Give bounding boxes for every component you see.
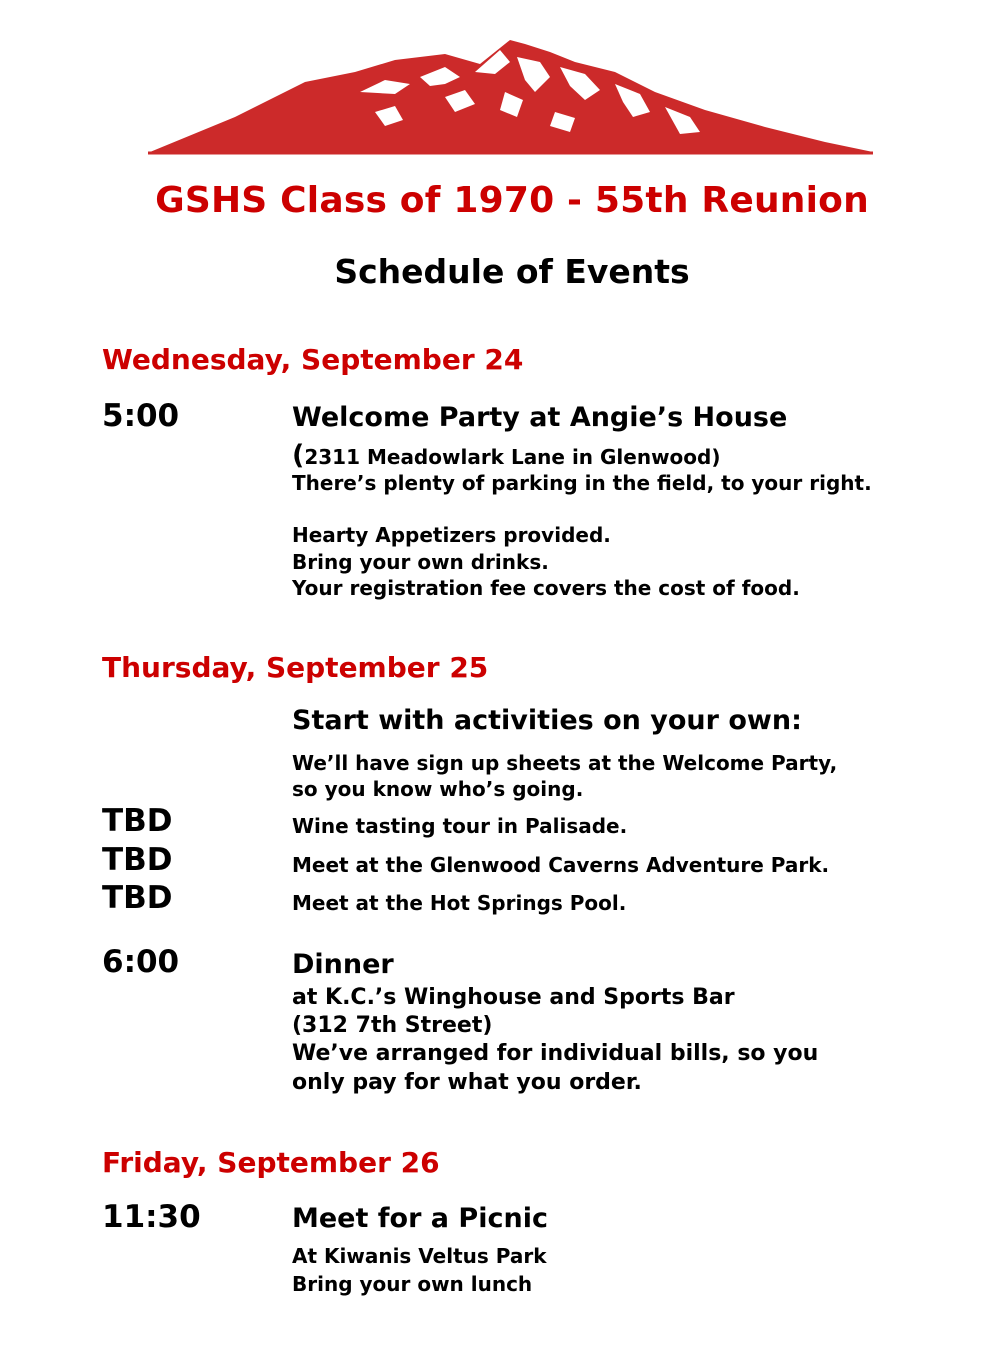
event-title: Meet for a Picnic (292, 1203, 548, 1234)
day-heading-wednesday: Wednesday, September 24 (102, 343, 524, 376)
event-detail: At Kiwanis Veltus Park (292, 1244, 547, 1268)
event-detail: only pay for what you order. (292, 1070, 642, 1095)
event-detail: Bring your own drinks. (292, 550, 549, 574)
event-detail: Hearty Appetizers provided. (292, 523, 611, 547)
event-time: 11:30 (102, 1199, 201, 1235)
page-subtitle: Schedule of Events (334, 252, 690, 291)
event-title: Dinner (292, 949, 394, 980)
page-title: GSHS Class of 1970 - 55th Reunion (155, 180, 869, 221)
address-paren: ( (292, 440, 305, 471)
event-detail: so you know who’s going. (292, 777, 584, 801)
event-time: 5:00 (102, 398, 180, 434)
event-detail: Wine tasting tour in Palisade. (292, 814, 628, 838)
event-time: 6:00 (102, 944, 180, 980)
event-detail: Your registration fee covers the cost of food. (292, 576, 800, 600)
event-detail: Meet at the Hot Springs Pool. (292, 891, 627, 915)
event-detail: Meet at the Glenwood Caverns Adventure Park. (292, 853, 830, 877)
day-heading-thursday: Thursday, September 25 (102, 651, 489, 684)
event-time: TBD (102, 880, 173, 916)
event-time: TBD (102, 803, 173, 839)
event-address (292, 440, 721, 471)
mountain-logo (145, 22, 885, 157)
event-detail: at K.C.’s Winghouse and Sports Bar (292, 985, 735, 1010)
event-detail: (312 7th Street) (292, 1013, 493, 1038)
event-title: Welcome Party at Angie’s House (292, 402, 788, 433)
event-detail: We’ll have sign up sheets at the Welcome Party, (292, 751, 838, 775)
event-title: Start with activities on your own: (292, 705, 802, 736)
event-time: TBD (102, 842, 173, 878)
address-text: 2311 Meadowlark Lane in Glenwood) (304, 445, 721, 469)
event-detail: There’s plenty of parking in the field, to your right. (292, 471, 872, 495)
event-detail: Bring your own lunch (292, 1272, 533, 1296)
day-heading-friday: Friday, September 26 (102, 1146, 440, 1179)
event-detail: We’ve arranged for individual bills, so you (292, 1041, 819, 1066)
